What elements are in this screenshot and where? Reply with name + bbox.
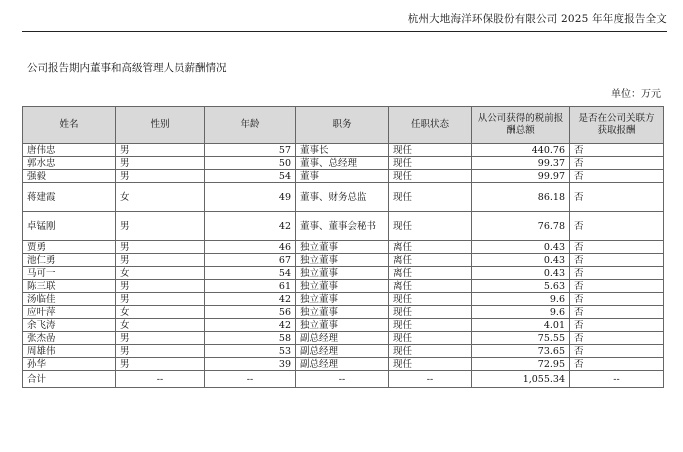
table-row <box>23 254 664 267</box>
table-row <box>23 358 664 371</box>
cell-age: 42 <box>205 319 296 332</box>
cell-age: 56 <box>205 306 296 319</box>
cell-related: 否 <box>570 212 664 241</box>
table-row <box>23 293 664 306</box>
cell-status: 离任 <box>389 254 472 267</box>
total-label: 合计 <box>23 371 116 388</box>
cell-status: 现任 <box>389 144 472 157</box>
table-row <box>23 157 664 170</box>
cell-gender: 男 <box>116 293 205 306</box>
cell-title: 董事长 <box>296 144 389 157</box>
cell-title: 副总经理 <box>296 345 389 358</box>
cell-status: 离任 <box>389 241 472 254</box>
cell-related: 否 <box>570 332 664 345</box>
cell-gender: 男 <box>116 157 205 170</box>
cell-gender: 男 <box>116 332 205 345</box>
cell-age: 46 <box>205 241 296 254</box>
cell-pay: 75.55 <box>472 332 570 345</box>
cell-gender: 男 <box>116 170 205 183</box>
cell-pay: 440.76 <box>472 144 570 157</box>
table-row <box>23 319 664 332</box>
total-gender: -- <box>116 371 205 388</box>
table-row <box>23 183 664 212</box>
column-header-name: 姓名 <box>23 107 116 144</box>
cell-title: 独立董事 <box>296 293 389 306</box>
total-status: -- <box>389 371 472 388</box>
cell-related: 否 <box>570 306 664 319</box>
total-pay: 1,055.34 <box>472 371 570 388</box>
cell-pay: 9.6 <box>472 306 570 319</box>
cell-age: 42 <box>205 212 296 241</box>
compensation-table <box>22 106 664 388</box>
total-age: -- <box>205 371 296 388</box>
cell-pay: 99.37 <box>472 157 570 170</box>
table-row <box>23 212 664 241</box>
header-title: 杭州大地海洋环保股份有限公司 2025 年年度报告全文 <box>407 13 667 25</box>
column-header-related: 是否在公司关联方获取报酬 <box>570 107 664 144</box>
cell-status: 现任 <box>389 170 472 183</box>
cell-age: 57 <box>205 144 296 157</box>
cell-name: 余飞涛 <box>23 319 116 332</box>
cell-gender: 男 <box>116 254 205 267</box>
cell-status: 现任 <box>389 358 472 371</box>
cell-title: 副总经理 <box>296 358 389 371</box>
cell-pay: 0.43 <box>472 267 570 280</box>
cell-title: 独立董事 <box>296 241 389 254</box>
cell-gender: 女 <box>116 306 205 319</box>
column-header-status: 任职状态 <box>389 107 472 144</box>
cell-name: 孙华 <box>23 358 116 371</box>
cell-related: 否 <box>570 319 664 332</box>
cell-gender: 男 <box>116 241 205 254</box>
total-title: -- <box>296 371 389 388</box>
cell-gender: 男 <box>116 280 205 293</box>
cell-title: 独立董事 <box>296 254 389 267</box>
cell-pay: 4.01 <box>472 319 570 332</box>
table-row <box>23 267 664 280</box>
cell-pay: 0.43 <box>472 254 570 267</box>
cell-name: 应叶萍 <box>23 306 116 319</box>
cell-title: 独立董事 <box>296 280 389 293</box>
cell-gender: 男 <box>116 345 205 358</box>
table-total-row <box>23 371 664 388</box>
cell-age: 50 <box>205 157 296 170</box>
table-body <box>23 144 664 388</box>
cell-age: 54 <box>205 267 296 280</box>
cell-pay: 9.6 <box>472 293 570 306</box>
cell-related: 否 <box>570 170 664 183</box>
cell-age: 39 <box>205 358 296 371</box>
cell-related: 否 <box>570 241 664 254</box>
cell-pay: 99.97 <box>472 170 570 183</box>
cell-related: 否 <box>570 157 664 170</box>
cell-related: 否 <box>570 144 664 157</box>
cell-age: 42 <box>205 293 296 306</box>
cell-title: 独立董事 <box>296 267 389 280</box>
cell-pay: 73.65 <box>472 345 570 358</box>
cell-related: 否 <box>570 293 664 306</box>
cell-name: 蒋建霞 <box>23 183 116 212</box>
cell-age: 67 <box>205 254 296 267</box>
cell-gender: 女 <box>116 267 205 280</box>
cell-title: 董事、董事会秘书 <box>296 212 389 241</box>
header-rule <box>22 31 667 32</box>
cell-title: 董事、财务总监 <box>296 183 389 212</box>
cell-pay: 76.78 <box>472 212 570 241</box>
cell-status: 现任 <box>389 183 472 212</box>
table-row <box>23 170 664 183</box>
cell-status: 现任 <box>389 332 472 345</box>
total-related: -- <box>570 371 664 388</box>
cell-name: 陈三联 <box>23 280 116 293</box>
cell-related: 否 <box>570 254 664 267</box>
cell-title: 董事、总经理 <box>296 157 389 170</box>
cell-name: 周雄伟 <box>23 345 116 358</box>
cell-name: 郭水忠 <box>23 157 116 170</box>
cell-name: 卓锰刚 <box>23 212 116 241</box>
cell-gender: 男 <box>116 358 205 371</box>
cell-status: 现任 <box>389 212 472 241</box>
cell-title: 独立董事 <box>296 319 389 332</box>
cell-pay: 0.43 <box>472 241 570 254</box>
cell-gender: 女 <box>116 183 205 212</box>
cell-name: 唐伟忠 <box>23 144 116 157</box>
table-row <box>23 345 664 358</box>
cell-pay: 5.63 <box>472 280 570 293</box>
cell-status: 离任 <box>389 280 472 293</box>
cell-status: 现任 <box>389 293 472 306</box>
table-row <box>23 144 664 157</box>
cell-status: 现任 <box>389 345 472 358</box>
cell-status: 现任 <box>389 306 472 319</box>
cell-gender: 女 <box>116 319 205 332</box>
table-header-row <box>23 107 664 144</box>
cell-related: 否 <box>570 267 664 280</box>
cell-age: 49 <box>205 183 296 212</box>
cell-name: 池仁勇 <box>23 254 116 267</box>
section-title: 公司报告期内董事和高级管理人员薪酬情况 <box>27 62 227 74</box>
unit-label: 单位：万元 <box>611 89 661 100</box>
cell-related: 否 <box>570 280 664 293</box>
cell-status: 离任 <box>389 267 472 280</box>
cell-name: 张杰嵒 <box>23 332 116 345</box>
cell-title: 董事 <box>296 170 389 183</box>
column-header-age: 年龄 <box>205 107 296 144</box>
cell-age: 58 <box>205 332 296 345</box>
table-row <box>23 332 664 345</box>
cell-gender: 男 <box>116 212 205 241</box>
cell-related: 否 <box>570 345 664 358</box>
cell-title: 副总经理 <box>296 332 389 345</box>
cell-related: 否 <box>570 358 664 371</box>
cell-name: 强毅 <box>23 170 116 183</box>
cell-age: 61 <box>205 280 296 293</box>
cell-pay: 86.18 <box>472 183 570 212</box>
cell-related: 否 <box>570 183 664 212</box>
column-header-pay: 从公司获得的税前报酬总额 <box>472 107 570 144</box>
cell-pay: 72.95 <box>472 358 570 371</box>
table-row <box>23 280 664 293</box>
table-row <box>23 306 664 319</box>
cell-age: 54 <box>205 170 296 183</box>
cell-name: 汤临佳 <box>23 293 116 306</box>
cell-status: 现任 <box>389 157 472 170</box>
cell-status: 现任 <box>389 319 472 332</box>
page-header <box>22 0 667 32</box>
cell-title: 独立董事 <box>296 306 389 319</box>
cell-gender: 男 <box>116 144 205 157</box>
table-row <box>23 241 664 254</box>
column-header-title: 职务 <box>296 107 389 144</box>
cell-name: 马可一 <box>23 267 116 280</box>
cell-name: 贾勇 <box>23 241 116 254</box>
cell-age: 53 <box>205 345 296 358</box>
column-header-gender: 性别 <box>116 107 205 144</box>
